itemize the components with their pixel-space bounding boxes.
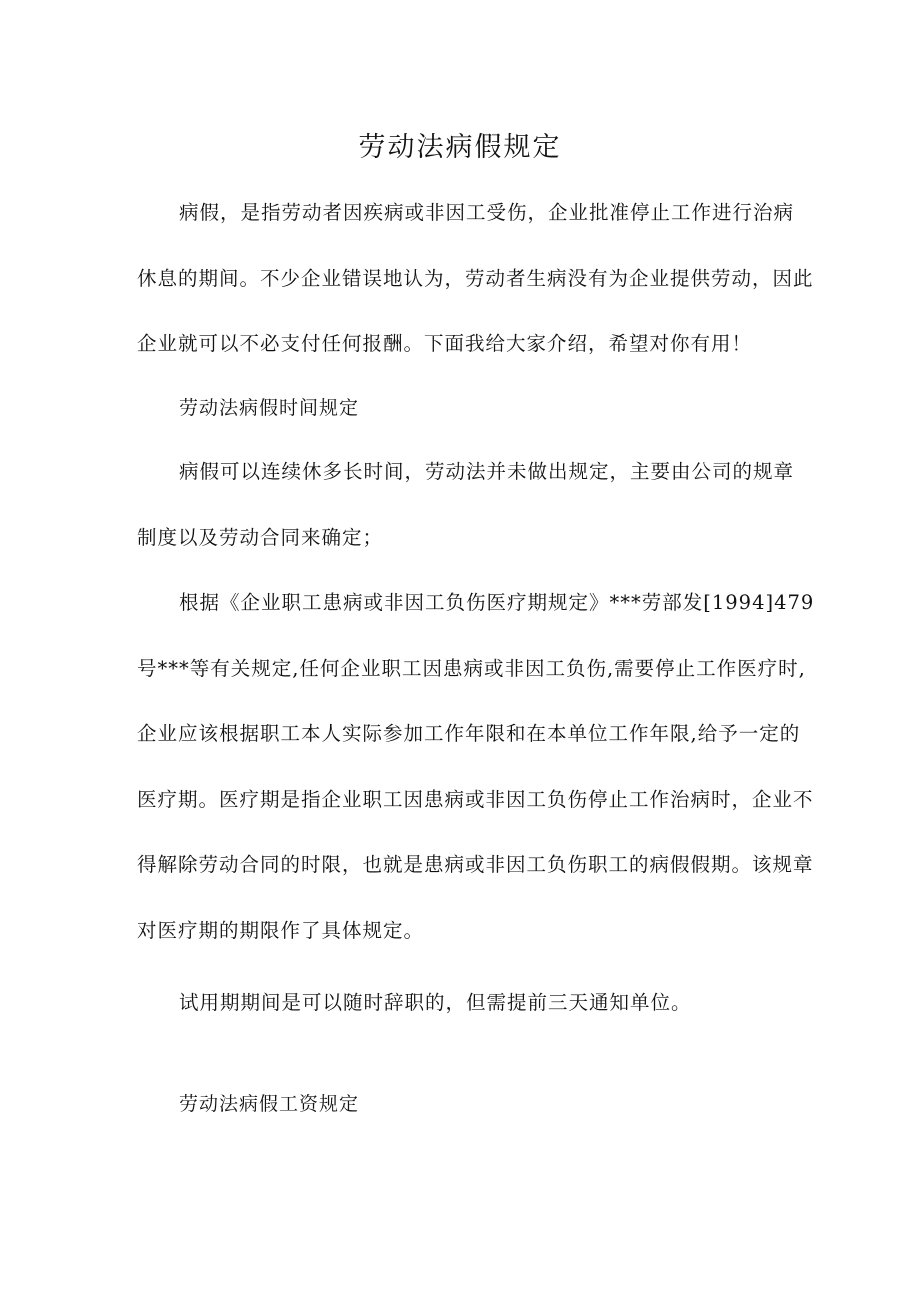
paragraph-line: 号***等有关规定,任何企业职工因患病或非因工负伤,需要停止工作医疗时, — [137, 656, 806, 680]
paragraph-line: 根据《企业职工患病或非因工负伤医疗期规定》***劳部发[1994]479 — [179, 591, 815, 614]
paragraph-line: 制度以及劳动合同来确定； — [137, 525, 384, 549]
paragraph-line: 医疗期。医疗期是指企业职工因患病或非因工负伤停止工作治病时，企业不 — [137, 787, 814, 811]
intro-paragraph — [137, 180, 814, 377]
document-title: 劳动法病假规定 — [358, 132, 562, 163]
probation-paragraph — [137, 970, 790, 1036]
paragraph-line: 病假可以连续休多长时间，劳动法并未做出规定，主要由公司的规章 — [179, 460, 795, 483]
time-paragraph — [137, 439, 795, 570]
regulation-paragraph — [137, 570, 815, 963]
section-heading-wage: 劳动法病假工资规定 — [179, 1093, 360, 1115]
paragraph-line: 休息的期间。不少企业错误地认为，劳动者生病没有为企业提供劳动，因此 — [137, 266, 814, 290]
paragraph-line: 企业就可以不必支付任何报酬。下面我给大家介绍，希望对你有用！ — [137, 332, 753, 355]
paragraph-line: 病假，是指劳动者因疾病或非因工受伤，企业批准停止工作进行治病 — [179, 201, 795, 224]
paragraph-line: 试用期期间是可以随时辞职的，但需提前三天通知单位。 — [179, 991, 692, 1014]
paragraph-line: 企业应该根据职工本人实际参加工作年限和在本单位工作年限,给予一定的 — [137, 722, 801, 745]
paragraph-line: 对医疗期的期限作了具体规定。 — [137, 918, 425, 942]
section-heading-time: 劳动法病假时间规定 — [179, 397, 360, 419]
paragraph-line: 得解除劳动合同的时限，也就是患病或非因工负伤职工的病假假期。该规章 — [137, 853, 814, 876]
